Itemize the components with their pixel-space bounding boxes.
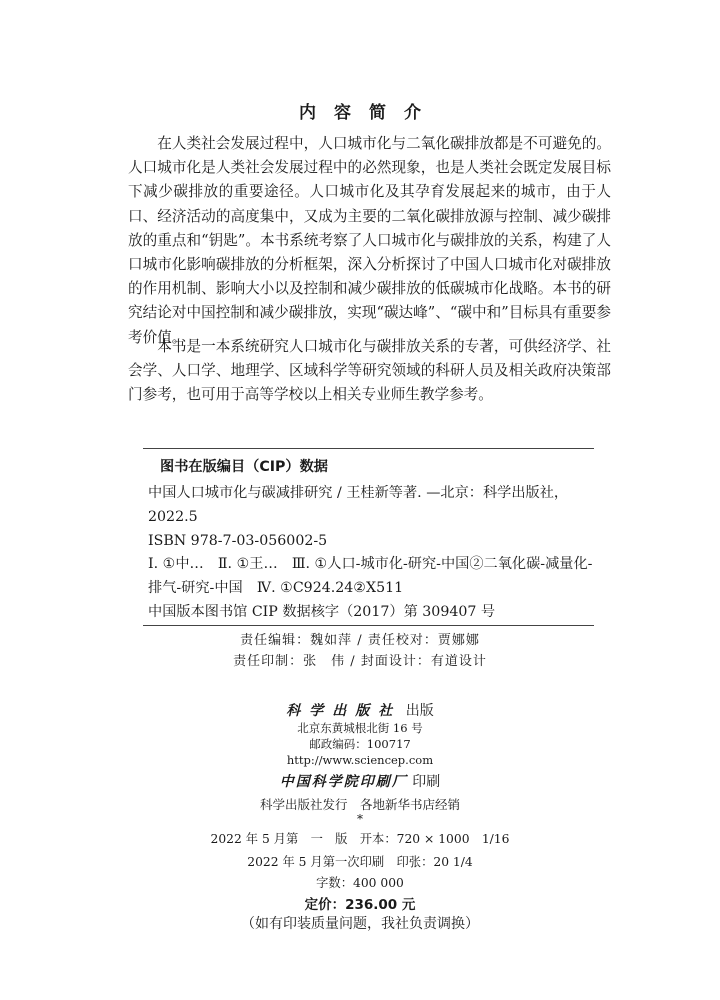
cip-heading: 图书在版编目（CIP）数据: [160, 459, 328, 475]
publisher-logo: 科学出版社: [286, 703, 402, 719]
word-count: 字数：400 000: [316, 876, 404, 890]
summary-title: 内容简介: [299, 103, 439, 123]
summary-paragraph-1: 在人类社会发展过程中，人口城市化与二氧化碳排放都是不可避免的。人口城市化是人类社会发展过程中的必然现象，也是人类社会既定发展目标下减少碳排放的重要途径。人口城市化及其孕育发展起来的城市，由于人口、经济活动的高度集中，又成为主要的二氧化碳排放源与控制、减少碳排放的重点和“钥匙”。本书系统考察了人口城市化与碳排放的关系，构建了人口城市化影响碳排放的分析框架，深入分析探讨了中国人口城市化对碳排放的作用机制、影响大小以及控制和减少碳排放的低碳城市化战略。本书的研究结论对中国控制和减少碳排放，实现“碳达峰”、“碳中和”目标具有重要参考价值。: [128, 135, 611, 346]
credits-editors: 责任编辑：魏如萍 / 责任校对：贾娜娜: [240, 633, 480, 648]
cip-title-line: 中国人口城市化与碳减排研究 / 王桂新等著. —北京：科学出版社，2022.5: [148, 485, 569, 525]
summary-paragraph-2: 本书是一本系统研究人口城市化与碳排放关系的专著，可供经济学、社会学、人口学、地理学、区域科学等研究领域的科研人员及相关政府决策部门参考，也可用于高等学校以上相关专业师生教学参考。: [128, 338, 611, 404]
printer-line: [0, 771, 720, 791]
quality-notice: （如有印装质量问题，我社负责调换）: [241, 916, 479, 932]
printing-line: 2022 年 5 月第一次印刷 印张：20 1/4: [247, 855, 473, 869]
credits-production: 责任印制：张 伟 / 封面设计：有道设计: [233, 654, 487, 669]
publisher-role: 出版: [405, 703, 434, 719]
publisher-zip: 邮政编码：100717: [309, 737, 411, 751]
printer-role: 印刷: [412, 774, 441, 790]
cip-isbn: ISBN 978-7-03-056002-5: [148, 533, 328, 549]
cip-classification: Ⅰ. ①中… Ⅱ. ①王… Ⅲ. ①人口-城市化-研究-中国②二氧化碳-减量化-排气-研究-中国 Ⅳ. ①C924.24②X511: [148, 556, 593, 596]
edition-line: 2022 年 5 月第 一 版 开本：720 × 1000 1/16: [210, 832, 510, 846]
cip-bottom-rule: [143, 625, 594, 626]
distribution-line: 科学出版社发行 各地新华书店经销: [259, 797, 460, 812]
publisher-line: [0, 700, 720, 720]
publisher-url: http://www.sciencep.com: [286, 753, 434, 767]
cip-record-number: 中国版本图书馆 CIP 数据核字（2017）第 309407 号: [148, 604, 496, 620]
cip-top-rule: [143, 448, 594, 449]
publisher-address: 北京东黄城根北街 16 号: [297, 721, 423, 735]
separator-star: *: [357, 812, 363, 826]
printer-logo: 中国科学院印刷厂: [279, 774, 408, 790]
price: 定价：236.00 元: [304, 897, 416, 913]
